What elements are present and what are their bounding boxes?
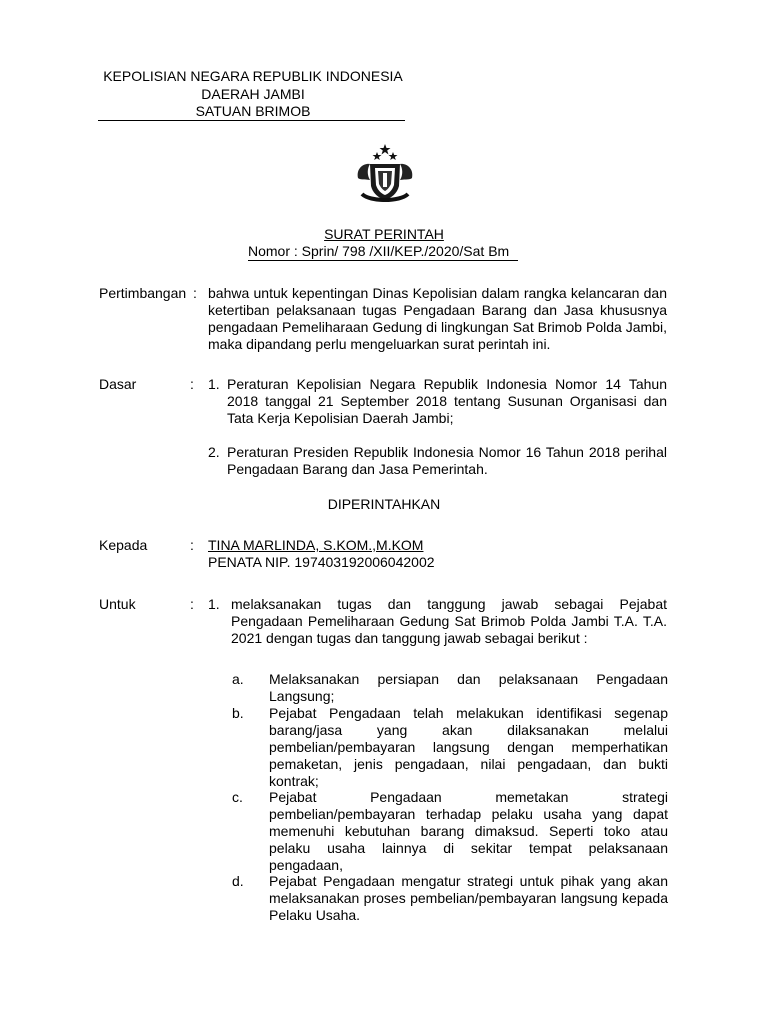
dasar-item-2-text: Peraturan Presiden Republik Indonesia Nomor 16 Tahun 2018 perihal Pengadaan Barang dan Jasa Pemerintah. — [227, 444, 667, 477]
dasar-label: Dasar — [99, 376, 137, 392]
untuk-sub-b-text: Pejabat Pengadaan telah melakukan identifikasi segenap barang/jasa yang akan dilaksanakan melalui pembelian/pembayaran langsung dengan memperhatikan pemaketan, jenis pengadaan, nilai pengadaan, dan bukti kontrak; — [269, 705, 668, 789]
untuk-sub-d-letter: d. — [232, 873, 244, 889]
untuk-sub-b-letter: b. — [232, 705, 244, 721]
untuk-sub-d-text: Pejabat Pengadaan mengatur strategi untuk pihak yang akan melaksanakan proses pembelian/pembayaran langsung kepada Pelaku Usaha. — [269, 873, 668, 923]
untuk-item-1-text: melaksanakan tugas dan tanggung jawab sebagai Pejabat Pengadaan Pemeliharaan Gedung Sat Brimob Polda Jambi T.A. T.A. 2021 dengan tugas dan tanggung jawab sebagai berikut : — [231, 596, 667, 646]
untuk-colon: : — [190, 596, 194, 612]
diperintahkan-heading: DIPERINTAHKAN — [327, 496, 441, 512]
untuk-sub-a-text: Melaksanakan persiapan dan pelaksanaan Pengadaan Langsung; — [269, 671, 668, 704]
unit-name: SATUAN BRIMOB — [195, 103, 311, 119]
untuk-sub-a-letter: a. — [232, 671, 244, 687]
kepada-label: Kepada — [99, 537, 148, 553]
untuk-sub-c-letter: c. — [232, 789, 243, 805]
pertimbangan-text: bahwa untuk kepentingan Dinas Kepolisian dalam rangka kelancaran dan ketertiban pelaksanaan tugas Pengadaan Barang dan Jasa khususnya pengadaan Pemeliharaan Gedung di lingkungan Sat Brimob Polda Jambi, maka dipandang perlu mengeluarkan surat perintah ini. — [208, 285, 667, 352]
police-emblem-icon — [350, 142, 420, 206]
pertimbangan-colon: : — [193, 285, 197, 301]
document-title-text: SURAT PERINTAH — [324, 226, 444, 242]
region-name: DAERAH JAMBI — [201, 86, 305, 102]
document-title — [240, 226, 528, 243]
dasar-colon: : — [190, 376, 194, 392]
dasar-item-1-number: 1. — [208, 376, 220, 392]
untuk-sub-c-text: Pejabat Pengadaan memetakan strategi pembelian/pembayaran terhadap pelaku usaha yang dapat memenuhi kebutuhan barang dimaksud. Seperti toko atau pelaku usaha lainnya di sekitar tempat pelaksanaan pengadaan, — [269, 789, 668, 873]
untuk-item-1-number: 1. — [208, 596, 220, 612]
untuk-label: Untuk — [99, 596, 136, 612]
recipient-rank-nip: PENATA NIP. 197403192006042002 — [208, 554, 435, 570]
agency-name: KEPOLISIAN NEGARA REPUBLIK INDONESIA — [103, 68, 403, 84]
document-number: Nomor : Sprin/ 798 /XII/KEP./2020/Sat Bm — [248, 243, 518, 261]
kepada-colon: : — [190, 537, 194, 553]
dasar-item-1-text: Peraturan Kepolisian Negara Republik Indonesia Nomor 14 Tahun 2018 tanggal 21 September 2018 tentang Susunan Organisasi dan Tata Kerja Kepolisian Daerah Jambi; — [227, 376, 667, 426]
dasar-item-2-number: 2. — [208, 444, 220, 460]
pertimbangan-label: Pertimbangan — [99, 285, 187, 301]
header-underline — [98, 120, 405, 121]
recipient-name: TINA MARLINDA, S.KOM.,M.KOM — [208, 537, 424, 553]
